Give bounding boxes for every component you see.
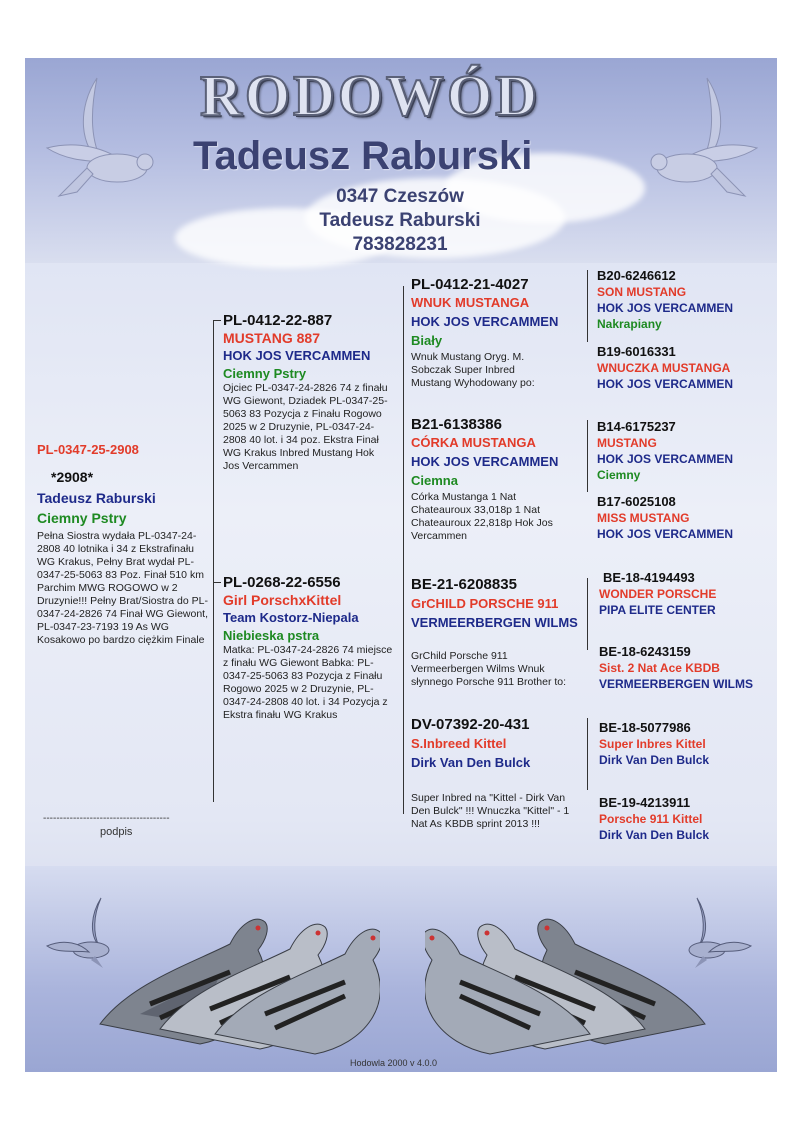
gp-mm-notes: Super Inbred na "Kittel - Dirk Van Den Bulck" !!! Wnuczka "Kittel" - 1 Nat As KBDB sprint 2013 !!! [411,792,570,830]
gp-ff-name: WNUK MUSTANGA [411,295,530,310]
breeder-address: 0347 Czeszów [336,186,464,207]
gp-mm-ring: DV-07392-20-431 [411,716,530,733]
gp-mf-ring: BE-21-6208835 [411,576,517,593]
bracket-mother [403,588,404,814]
ggp-ring: B20-6246612 [597,268,676,283]
ggp-owner: HOK JOS VERCAMMEN [597,377,734,391]
breeder-phone: 783828231 [352,234,448,255]
father-ring: PL-0412-22-887 [223,312,333,329]
mother-owner: Team Kostorz-Niepala [223,610,359,625]
ggp-ring: B17-6025108 [597,494,676,509]
gp-fm-name: CÓRKA MUSTANGA [411,435,536,450]
breeder-name: Tadeusz Raburski [193,134,533,178]
father-notes: Ojciec PL-0347-24-2826 74 z finału WG Giewont, Dziadek PL-0347-25-5063 83 Pozycja z Finału Rogowo 2025 w 2 Druzynie, PL-0347-24-2808 40 lot. i 34 poz. Ekstra Finał WG Krakus Inbred Mustang Hok Jos Vercammen [223,382,388,472]
pigeon-group-left-icon [80,894,380,1064]
ggp-ring: BE-19-4213911 [599,795,691,810]
pedigree-sheet [25,58,777,1072]
ggp-name: MUSTANG [597,436,657,450]
ggp-owner: Dirk Van Den Bulck [599,753,710,767]
gp-mf-notes: GrChild Porsche 911 Vermeerbergen Wilms Wnuk słynnego Porsche 911 Brother to: [411,650,567,688]
ggp-ring: BE-18-5077986 [599,720,691,735]
mother-notes: Matka: PL-0347-24-2826 74 miejsce z finału WG Giewont Babka: PL-0347-25-5063 83 Pozycja z Finału Rogowo 2025 w 2 Druzynie, PL-0347-24-2808 40 lot. i 34 Pozycja z Ekstra finału WG Krakus [223,644,393,721]
signature-label: podpis [100,826,133,838]
ggp-name: SON MUSTANG [597,285,687,299]
ggp-owner: Dirk Van Den Bulck [599,828,710,842]
subject-notes: Pełna Siostra wydała PL-0347-24-2808 40 lotnika i 34 z Ekstrafinału WG Krakus, Pełny Brat wydał PL-0347-25-5063 83 Poz. Finał 510 km Parchim MWG ROGOWO w 2 Druzynie!!! Pełny Brat/Siostra do PL-0347-24-2826 74 Finał WG Giewont, PL-0347-23-7193 19 As WG Kosakowo po bardzo ciężkim Finale [37,530,209,646]
ggp-color: Ciemny [597,468,641,482]
subject-short-name: *2908* [51,469,94,485]
pigeon-group-right-icon [425,894,725,1064]
ggp-name: Super Inbres Kittel [599,737,706,751]
ggp-name: WONDER PORSCHE [599,587,717,601]
bracket-gp-fm [587,420,588,492]
bracket-subject [213,320,214,802]
gp-ff-notes: Wnuk Mustang Oryg. M. Sobczak Super Inbred Mustang Wyhodowany po: [411,351,535,389]
gp-mm-owner: Dirk Van Den Bulck [411,755,531,770]
ggp-name: WNUCZKA MUSTANGA [597,361,731,375]
ggp-owner: HOK JOS VERCAMMEN [597,452,734,466]
gp-fm-color: Ciemna [411,473,458,488]
mother-color: Niebieska pstra [223,628,320,643]
ggp-color: Nakrapiany [597,317,662,331]
gp-mf-owner: VERMEERBERGEN WILMS [411,615,578,630]
ggp-ring: B14-6175237 [597,419,676,434]
ggp-owner: HOK JOS VERCAMMEN [597,301,734,315]
bracket-father [403,286,404,596]
bracket-subject-bottom [213,582,221,583]
father-owner: HOK JOS VERCAMMEN [223,348,371,363]
gp-ff-owner: HOK JOS VERCAMMEN [411,314,559,329]
father-name: MUSTANG 887 [223,330,320,346]
breeder-owner-line: Tadeusz Raburski [319,210,481,231]
mother-ring: PL-0268-22-6556 [223,574,341,591]
ggp-ring: B19-6016331 [597,344,676,359]
ggp-ring: BE-18-6243159 [599,644,691,659]
bracket-gp-ff [587,270,588,342]
gp-mf-name: GrCHILD PORSCHE 911 [411,596,559,611]
ggp-owner: HOK JOS VERCAMMEN [597,527,734,541]
gp-mm-name: S.Inbreed Kittel [411,736,507,751]
father-color: Ciemny Pstry [223,366,307,381]
page-title: RODOWÓD [200,63,540,128]
software-credit: Hodowla 2000 v 4.0.0 [350,1058,438,1068]
gp-ff-ring: PL-0412-21-4027 [411,276,529,293]
gp-fm-owner: HOK JOS VERCAMMEN [411,454,559,469]
gp-ff-color: Biały [411,333,443,348]
ggp-owner: PIPA ELITE CENTER [599,603,716,617]
dove-left-icon [37,68,187,218]
bracket-gp-mf [587,578,588,650]
ggp-ring: BE-18-4194493 [603,570,695,585]
dove-right-icon [617,68,767,218]
ggp-owner: VERMEERBERGEN WILMS [599,677,754,691]
subject-color: Ciemny Pstry [37,510,127,526]
subject-ring: PL-0347-25-2908 [37,442,139,457]
signature-line: -------------------------------------- [43,813,170,824]
gp-fm-ring: B21-6138386 [411,416,502,433]
bracket-subject-top [213,320,221,321]
mother-name: Girl PorschxKittel [223,592,342,608]
subject-owner: Tadeusz Raburski [37,490,156,506]
ggp-name: MISS MUSTANG [597,511,690,525]
ggp-name: Porsche 911 Kittel [599,812,703,826]
ggp-name: Sist. 2 Nat Ace KBDB [599,661,720,675]
gp-fm-notes: Córka Mustanga 1 Nat Chateauroux 33,018p 1 Nat Chateauroux 22,818p Hok Jos Vercammen [411,491,553,542]
bracket-gp-mm [587,718,588,790]
